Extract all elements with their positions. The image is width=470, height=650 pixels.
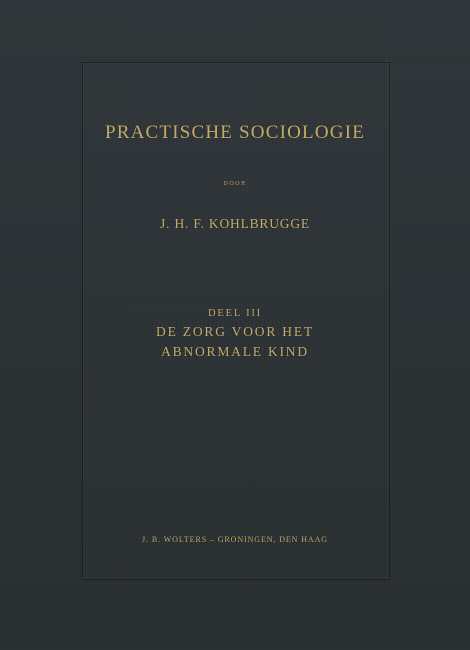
subtitle-line-1: DE ZORG VOOR HET (156, 324, 314, 339)
author-name: J. H. F. KOHLBRUGGE (160, 216, 310, 231)
publisher-imprint: J. B. WOLTERS – GRONINGEN, DEN HAAG (142, 535, 328, 544)
by-line: DOOR (223, 181, 247, 187)
book-title: PRACTISCHE SOCIOLOGIE (104, 122, 366, 143)
volume-label: DEEL III (208, 308, 262, 319)
subtitle-line-2: ABNORMALE KIND (161, 344, 309, 359)
